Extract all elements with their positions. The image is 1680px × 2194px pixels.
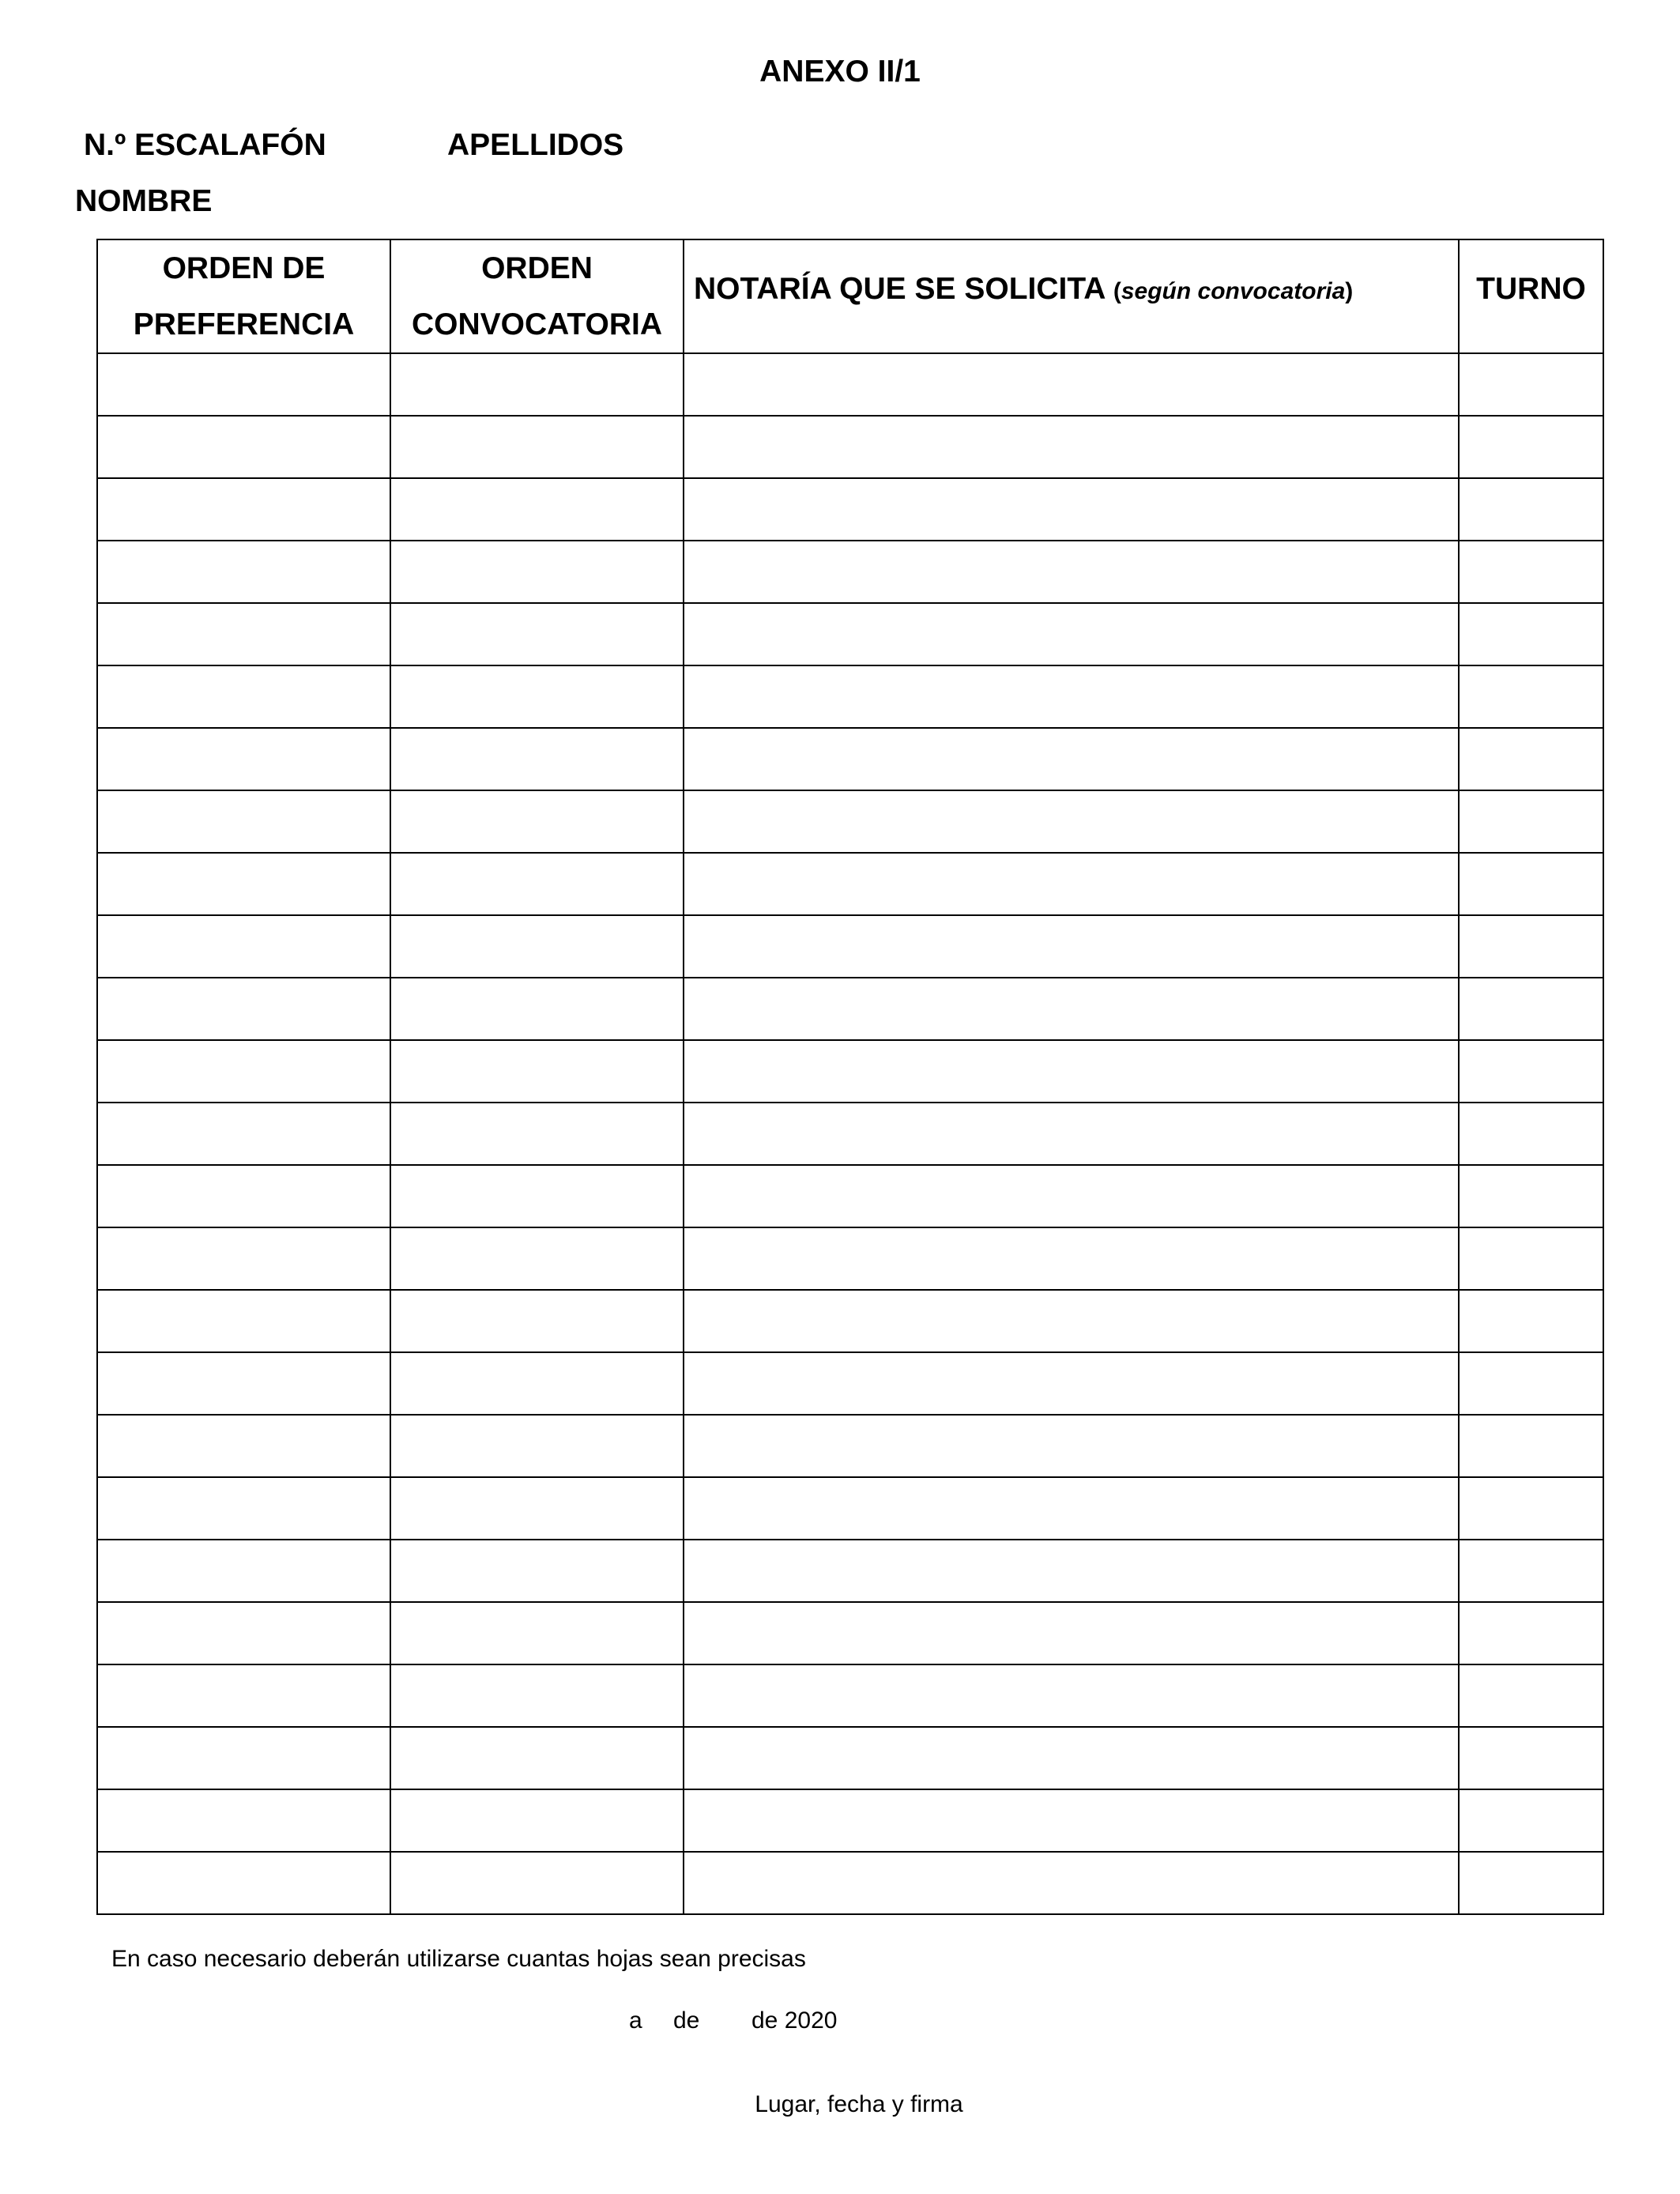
- orden-convocatoria-cell[interactable]: [390, 1727, 684, 1789]
- table-row: [97, 541, 1603, 603]
- turno-cell[interactable]: [1459, 1290, 1603, 1352]
- turno-cell[interactable]: [1459, 1103, 1603, 1165]
- table-row: [97, 1789, 1603, 1852]
- notaria-cell[interactable]: [684, 1415, 1459, 1477]
- col-header-notaria-label: NOTARÍA QUE SE SOLICITA: [694, 272, 1106, 306]
- orden-convocatoria-cell[interactable]: [390, 1352, 684, 1415]
- notaria-cell[interactable]: [684, 478, 1459, 541]
- orden-convocatoria-cell[interactable]: [390, 978, 684, 1040]
- turno-cell[interactable]: [1459, 1664, 1603, 1727]
- table-row: [97, 978, 1603, 1040]
- notaria-cell[interactable]: [684, 915, 1459, 978]
- orden-preferencia-cell[interactable]: [97, 1352, 390, 1415]
- nombre-label: NOMBRE: [75, 184, 213, 218]
- notaria-cell[interactable]: [684, 1602, 1459, 1664]
- orden-convocatoria-cell[interactable]: [390, 1040, 684, 1103]
- col-header-orden-preferencia-line2: PREFERENCIA: [133, 307, 355, 341]
- turno-cell[interactable]: [1459, 978, 1603, 1040]
- orden-preferencia-cell[interactable]: [97, 478, 390, 541]
- orden-preferencia-cell[interactable]: [97, 1103, 390, 1165]
- orden-convocatoria-cell[interactable]: [390, 915, 684, 978]
- col-header-orden-preferencia: [97, 239, 390, 353]
- orden-preferencia-cell[interactable]: [97, 1227, 390, 1290]
- turno-cell[interactable]: [1459, 915, 1603, 978]
- table-row: [97, 1852, 1603, 1914]
- orden-convocatoria-cell[interactable]: [390, 1415, 684, 1477]
- turno-cell[interactable]: [1459, 353, 1603, 416]
- orden-convocatoria-cell[interactable]: [390, 728, 684, 790]
- table-row: [97, 1415, 1603, 1477]
- table-row: [97, 353, 1603, 416]
- orden-preferencia-cell[interactable]: [97, 603, 390, 665]
- turno-cell[interactable]: [1459, 1540, 1603, 1602]
- col-header-orden-convocatoria-line1: ORDEN: [481, 251, 593, 285]
- notaria-cell[interactable]: [684, 1165, 1459, 1227]
- date-year: de 2020: [751, 2007, 838, 2034]
- table-row: [97, 416, 1603, 478]
- turno-cell[interactable]: [1459, 1727, 1603, 1789]
- turno-cell[interactable]: [1459, 1852, 1603, 1914]
- table-row: [97, 915, 1603, 978]
- col-header-orden-convocatoria-line2: CONVOCATORIA: [411, 307, 663, 341]
- turno-cell[interactable]: [1459, 853, 1603, 915]
- turno-cell[interactable]: [1459, 603, 1603, 665]
- col-header-orden-preferencia-line1: ORDEN DE: [162, 251, 326, 285]
- turno-cell[interactable]: [1459, 416, 1603, 478]
- notaria-cell[interactable]: [684, 853, 1459, 915]
- notaria-cell[interactable]: [684, 1540, 1459, 1602]
- orden-preferencia-cell[interactable]: [97, 728, 390, 790]
- turno-cell[interactable]: [1459, 1227, 1603, 1290]
- orden-preferencia-cell[interactable]: [97, 1477, 390, 1540]
- table-header-row: [97, 239, 1603, 353]
- table-row: [97, 853, 1603, 915]
- notaria-cell[interactable]: [684, 1290, 1459, 1352]
- orden-preferencia-cell[interactable]: [97, 665, 390, 728]
- turno-cell[interactable]: [1459, 1602, 1603, 1664]
- turno-cell[interactable]: [1459, 728, 1603, 790]
- table-row: [97, 1477, 1603, 1540]
- turno-cell[interactable]: [1459, 1352, 1603, 1415]
- orden-convocatoria-cell[interactable]: [390, 853, 684, 915]
- table-row: [97, 790, 1603, 853]
- notaria-cell[interactable]: [684, 1352, 1459, 1415]
- orden-convocatoria-cell[interactable]: [390, 1602, 684, 1664]
- orden-convocatoria-cell[interactable]: [390, 478, 684, 541]
- orden-preferencia-cell[interactable]: [97, 1727, 390, 1789]
- notaria-cell[interactable]: [684, 1664, 1459, 1727]
- notaria-cell[interactable]: [684, 1789, 1459, 1852]
- notaria-cell[interactable]: [684, 416, 1459, 478]
- table-row: [97, 1165, 1603, 1227]
- table-row: [97, 1540, 1603, 1602]
- turno-cell[interactable]: [1459, 1040, 1603, 1103]
- footer-note: En caso necesario deberán utilizarse cuantas hojas sean precisas: [111, 1946, 806, 1972]
- notaria-cell[interactable]: [684, 1727, 1459, 1789]
- date-de: de: [673, 2007, 700, 2034]
- orden-convocatoria-cell[interactable]: [390, 1664, 684, 1727]
- orden-preferencia-cell[interactable]: [97, 1040, 390, 1103]
- orden-convocatoria-cell[interactable]: [390, 1290, 684, 1352]
- apellidos-label: APELLIDOS: [447, 128, 624, 162]
- orden-preferencia-cell[interactable]: [97, 790, 390, 853]
- orden-preferencia-cell[interactable]: [97, 541, 390, 603]
- table-row: [97, 478, 1603, 541]
- notaria-cell[interactable]: [684, 1477, 1459, 1540]
- orden-preferencia-cell[interactable]: [97, 1540, 390, 1602]
- table-row: [97, 728, 1603, 790]
- table-row: [97, 1040, 1603, 1103]
- notaria-cell[interactable]: [684, 978, 1459, 1040]
- orden-preferencia-cell[interactable]: [97, 1165, 390, 1227]
- col-header-notaria: [684, 239, 1459, 353]
- orden-convocatoria-cell[interactable]: [390, 416, 684, 478]
- table-row: [97, 603, 1603, 665]
- table-row: [97, 665, 1603, 728]
- turno-cell[interactable]: [1459, 478, 1603, 541]
- orden-convocatoria-cell[interactable]: [390, 790, 684, 853]
- notaria-cell[interactable]: [684, 665, 1459, 728]
- orden-preferencia-cell[interactable]: [97, 1290, 390, 1352]
- col-header-turno: TURNO: [1459, 239, 1603, 353]
- orden-convocatoria-cell[interactable]: [390, 1165, 684, 1227]
- orden-preferencia-cell[interactable]: [97, 1852, 390, 1914]
- orden-convocatoria-cell[interactable]: [390, 665, 684, 728]
- table-row: [97, 1664, 1603, 1727]
- request-table: [96, 239, 1604, 1915]
- notaria-cell[interactable]: [684, 541, 1459, 603]
- notaria-cell[interactable]: [684, 1040, 1459, 1103]
- escalafon-label: N.º ESCALAFÓN: [84, 128, 326, 162]
- notaria-cell[interactable]: [684, 353, 1459, 416]
- orden-preferencia-cell[interactable]: [97, 915, 390, 978]
- orden-convocatoria-cell[interactable]: [390, 1227, 684, 1290]
- orden-convocatoria-cell[interactable]: [390, 603, 684, 665]
- orden-convocatoria-cell[interactable]: [390, 1852, 684, 1914]
- document-title: ANEXO II/1: [759, 55, 921, 89]
- orden-convocatoria-cell[interactable]: [390, 1103, 684, 1165]
- table-row: [97, 1103, 1603, 1165]
- col-header-notaria-note: según convocatoria: [1121, 278, 1346, 304]
- orden-preferencia-cell[interactable]: [97, 1664, 390, 1727]
- col-header-orden-convocatoria: [390, 239, 684, 353]
- notaria-cell[interactable]: [684, 1852, 1459, 1914]
- orden-preferencia-cell[interactable]: [97, 853, 390, 915]
- orden-convocatoria-cell[interactable]: [390, 1789, 684, 1852]
- signature-label: Lugar, fecha y firma: [755, 2091, 963, 2117]
- turno-cell[interactable]: [1459, 1789, 1603, 1852]
- orden-convocatoria-cell[interactable]: [390, 1540, 684, 1602]
- turno-cell[interactable]: [1459, 1415, 1603, 1477]
- orden-convocatoria-cell[interactable]: [390, 353, 684, 416]
- turno-cell[interactable]: [1459, 790, 1603, 853]
- orden-convocatoria-cell[interactable]: [390, 541, 684, 603]
- table-row: [97, 1227, 1603, 1290]
- table-row: [97, 1352, 1603, 1415]
- orden-preferencia-cell[interactable]: [97, 416, 390, 478]
- orden-preferencia-cell[interactable]: [97, 1602, 390, 1664]
- paren-close: ): [1345, 278, 1354, 304]
- turno-cell[interactable]: [1459, 1477, 1603, 1540]
- notaria-cell[interactable]: [684, 790, 1459, 853]
- table-row: [97, 1727, 1603, 1789]
- date-a: a: [629, 2007, 642, 2034]
- table-row: [97, 1602, 1603, 1664]
- orden-preferencia-cell[interactable]: [97, 1789, 390, 1852]
- orden-preferencia-cell[interactable]: [97, 353, 390, 416]
- orden-preferencia-cell[interactable]: [97, 978, 390, 1040]
- notaria-cell[interactable]: [684, 728, 1459, 790]
- turno-cell[interactable]: [1459, 541, 1603, 603]
- notaria-cell[interactable]: [684, 1227, 1459, 1290]
- table-row: [97, 1290, 1603, 1352]
- turno-cell[interactable]: [1459, 1165, 1603, 1227]
- orden-convocatoria-cell[interactable]: [390, 1477, 684, 1540]
- table-body: [97, 353, 1603, 1914]
- turno-cell[interactable]: [1459, 665, 1603, 728]
- notaria-cell[interactable]: [684, 1103, 1459, 1165]
- paren-open: (: [1113, 278, 1121, 304]
- orden-preferencia-cell[interactable]: [97, 1415, 390, 1477]
- notaria-cell[interactable]: [684, 603, 1459, 665]
